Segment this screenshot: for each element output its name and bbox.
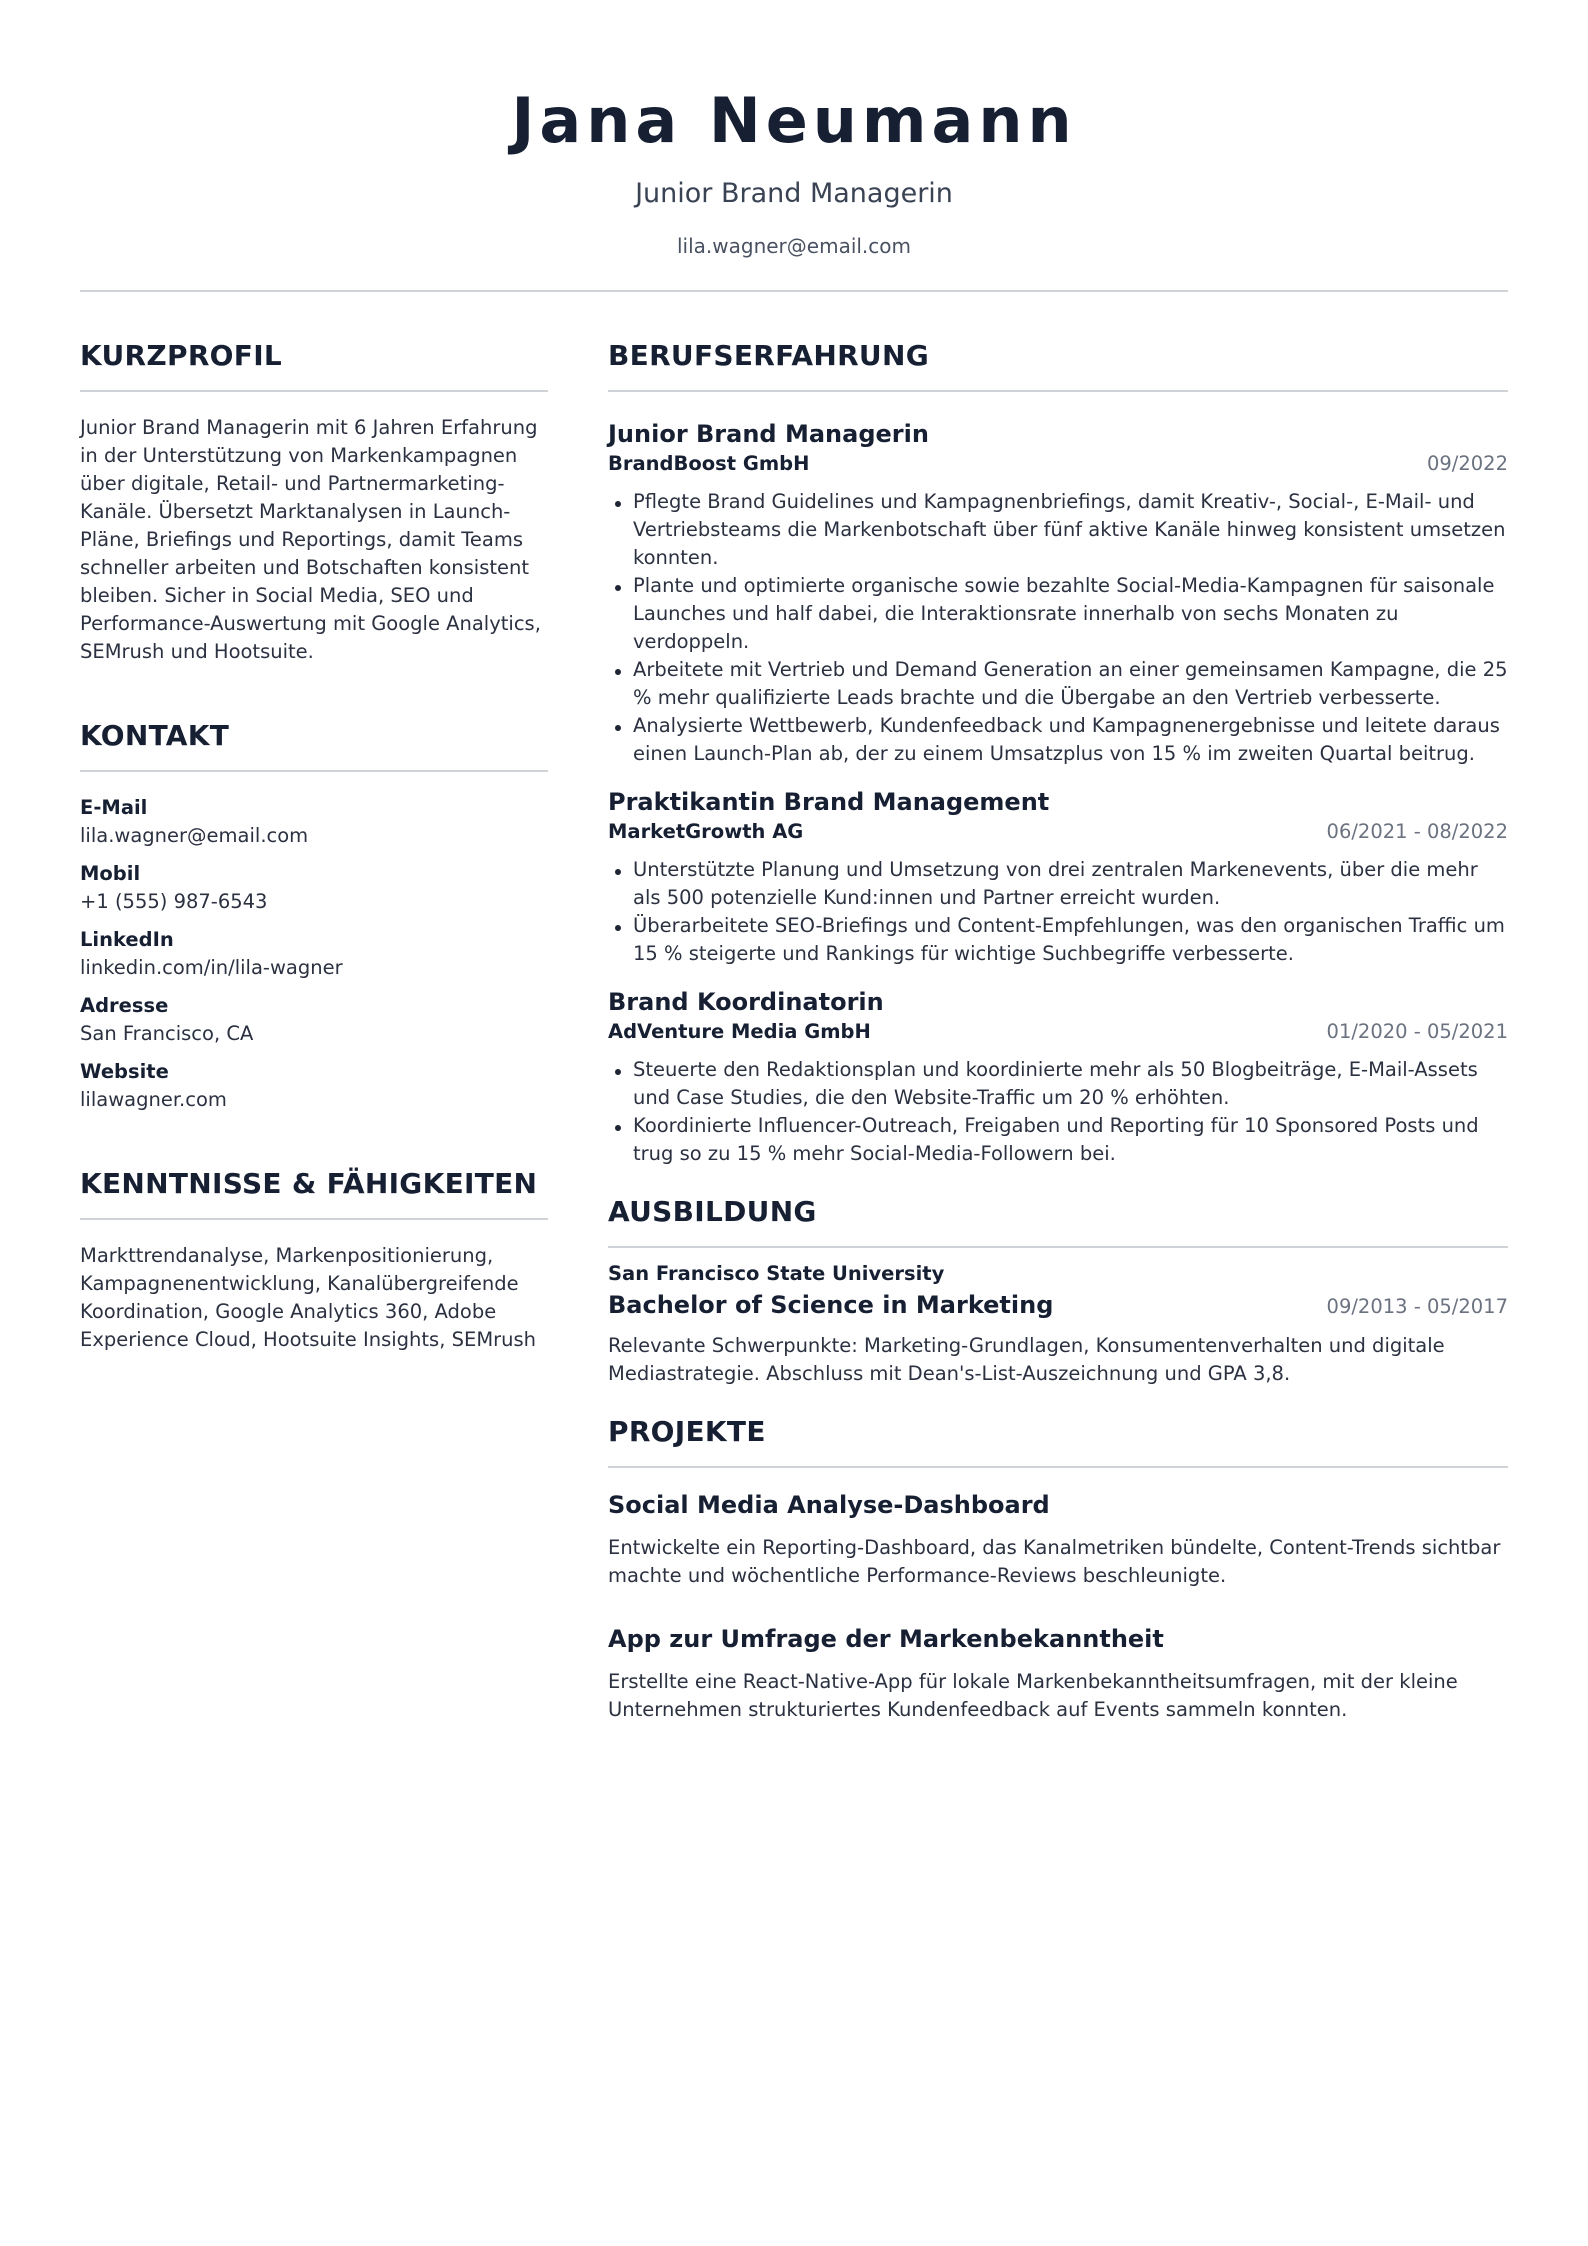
section-divider — [80, 1218, 548, 1220]
education-description: Relevante Schwerpunkte: Marketing-Grundlagen, Konsumentenverhalten und digitale Mediastrategie. Abschluss mit Dean's-List-Auszeichnung und GPA 3,8. — [608, 1334, 1445, 1385]
education-degree: Bachelor of Science in Marketing — [608, 1291, 1054, 1319]
experience-heading: BERUFSERFAHRUNG — [608, 339, 929, 372]
project-title: Social Media Analyse-Dashboard — [608, 1491, 1050, 1519]
contact-heading: KONTAKT — [80, 719, 230, 752]
job-bullet: Koordinierte Influencer-Outreach, Freigaben und Reporting für 10 Sponsored Posts und trug so zu 15 % mehr Social-Media-Followern bei. — [633, 1112, 1508, 1168]
projects-section — [608, 1414, 1508, 1724]
summary-text: Junior Brand Managerin mit 6 Jahren Erfahrung in der Unterstützung von Markenkampagnen über digitale, Retail- und Partnermarketing-Kanäle. Übersetzt Marktanalysen in Launch-Pläne, Briefings und Reportings, damit Teams schneller arbeiten und Botschaften konsistent bleiben. Sicher in Social Media, SEO und Performance-Auswertung mit Google Analytics, SEMrush und Hootsuite. — [80, 416, 541, 663]
summary-heading: KURZPROFIL — [80, 339, 283, 372]
job-bullet: Steuerte den Redaktionsplan und koordinierte mehr als 50 Blogbeiträge, E-Mail-Assets und Case Studies, die den Website-Traffic um 20 % erhöhten. — [633, 1056, 1508, 1112]
section-divider — [80, 770, 548, 772]
contact-item-linkedin — [80, 926, 548, 982]
job-date: 09/2022 — [1426, 452, 1508, 475]
job-bullet: Überarbeitete SEO-Briefings und Content-Empfehlungen, was den organischen Traffic um 15 % steigerte und Rankings für wichtige Suchbegriffe verbesserte. — [633, 912, 1508, 968]
skills-heading: KENNTNISSE & FÄHIGKEITEN — [80, 1167, 538, 1200]
resume-header — [80, 0, 1508, 260]
contact-label: E-Mail — [80, 796, 148, 819]
job-bullet: Analysierte Wettbewerb, Kundenfeedback und Kampagnenergebnisse und leitete daraus einen Launch-Plan ab, der zu einem Umsatzplus von 15 % im zweiten Quartal beitrug. — [633, 712, 1508, 768]
job-meta — [608, 450, 1508, 478]
project-description: Erstellte eine React-Native-App für lokale Markenbekanntheitsumfragen, mit der kleine Unternehmen strukturiertes Kundenfeedback auf Events sammeln konnten. — [608, 1670, 1458, 1721]
job-entry — [608, 418, 1508, 768]
job-bullets — [608, 1056, 1508, 1168]
job-bullet: Pflegte Brand Guidelines und Kampagnenbriefings, damit Kreativ-, Social-, E-Mail- und Vertriebsteams die Markenbotschaft über fünf aktive Kanäle hinweg konsistent umsetzen konnten. — [633, 488, 1508, 572]
project-description: Entwickelte ein Reporting-Dashboard, das Kanalmetriken bündelte, Content-Trends sichtbar machte und wöchentliche Performance-Reviews beschleunigte. — [608, 1536, 1501, 1587]
job-meta — [608, 1018, 1508, 1046]
left-column — [80, 338, 548, 1724]
job-date: 01/2020 - 05/2021 — [1326, 1020, 1508, 1043]
education-date: 09/2013 - 05/2017 — [1326, 1295, 1508, 1318]
contact-label: Website — [80, 1060, 169, 1083]
section-divider — [608, 1246, 1508, 1248]
projects-heading: PROJEKTE — [608, 1415, 766, 1448]
contact-phone-value: +1 (555) 987-6543 — [80, 890, 268, 913]
contact-linkedin-value: linkedin.com/in/lila-wagner — [80, 956, 343, 979]
job-meta — [608, 818, 1508, 846]
job-bullet: Unterstützte Planung und Umsetzung von drei zentralen Markenevents, über die mehr als 500 potenzielle Kund:innen und Partner erreicht wurden. — [633, 856, 1508, 912]
contact-item-website — [80, 1058, 548, 1114]
job-title: Praktikantin Brand Management — [608, 788, 1050, 816]
experience-section — [608, 338, 1508, 1168]
section-divider — [608, 1466, 1508, 1468]
job-entry — [608, 986, 1508, 1168]
skills-text: Markttrendanalyse, Markenpositionierung, Kampagnenentwicklung, Kanalübergreifende Koordination, Google Analytics 360, Adobe Experience Cloud, Hootsuite Insights, SEMrush — [80, 1244, 537, 1351]
contact-label: LinkedIn — [80, 928, 174, 951]
project-title: App zur Umfrage der Markenbekanntheit — [608, 1625, 1164, 1653]
contact-label: Adresse — [80, 994, 169, 1017]
candidate-name: Jana Neumann — [511, 84, 1077, 157]
contact-address-value: San Francisco, CA — [80, 1022, 254, 1045]
resume-columns — [80, 338, 1508, 1724]
contact-section — [80, 718, 548, 1114]
header-email: lila.wagner@email.com — [676, 234, 912, 258]
job-entry — [608, 786, 1508, 968]
contact-item-phone — [80, 860, 548, 916]
skills-section — [80, 1166, 548, 1354]
job-company: MarketGrowth AG — [608, 820, 804, 843]
header-divider — [80, 290, 1508, 292]
job-title: Junior Brand Managerin — [608, 420, 929, 448]
education-heading: AUSBILDUNG — [608, 1195, 817, 1228]
contact-list — [80, 794, 548, 1114]
job-company: BrandBoost GmbH — [608, 452, 810, 475]
project-entry — [608, 1622, 1508, 1724]
candidate-title: Junior Brand Managerin — [635, 178, 953, 209]
job-date: 06/2021 - 08/2022 — [1326, 820, 1508, 843]
education-section — [608, 1194, 1508, 1388]
summary-section — [80, 338, 548, 666]
job-bullet: Plante und optimierte organische sowie bezahlte Social-Media-Kampagnen für saisonale Launches und half dabei, die Interaktionsrate innerhalb von sechs Monaten zu verdoppeln. — [633, 572, 1508, 656]
section-divider — [80, 390, 548, 392]
job-bullet: Arbeitete mit Vertrieb und Demand Generation an einer gemeinsamen Kampagne, die 25 % mehr qualifizierte Leads brachte und die Übergabe an den Vertrieb verbesserte. — [633, 656, 1508, 712]
education-school: San Francisco State University — [608, 1262, 945, 1285]
job-company: AdVenture Media GmbH — [608, 1020, 871, 1043]
job-title: Brand Koordinatorin — [608, 988, 884, 1016]
contact-email-value: lila.wagner@email.com — [80, 824, 309, 847]
job-bullets — [608, 488, 1508, 768]
contact-label: Mobil — [80, 862, 141, 885]
section-divider — [608, 390, 1508, 392]
education-row — [608, 1288, 1508, 1322]
contact-item-email — [80, 794, 548, 850]
project-entry — [608, 1488, 1508, 1590]
job-bullets — [608, 856, 1508, 968]
contact-item-address — [80, 992, 548, 1048]
contact-website-value: lilawagner.com — [80, 1088, 227, 1111]
right-column — [608, 338, 1508, 1724]
